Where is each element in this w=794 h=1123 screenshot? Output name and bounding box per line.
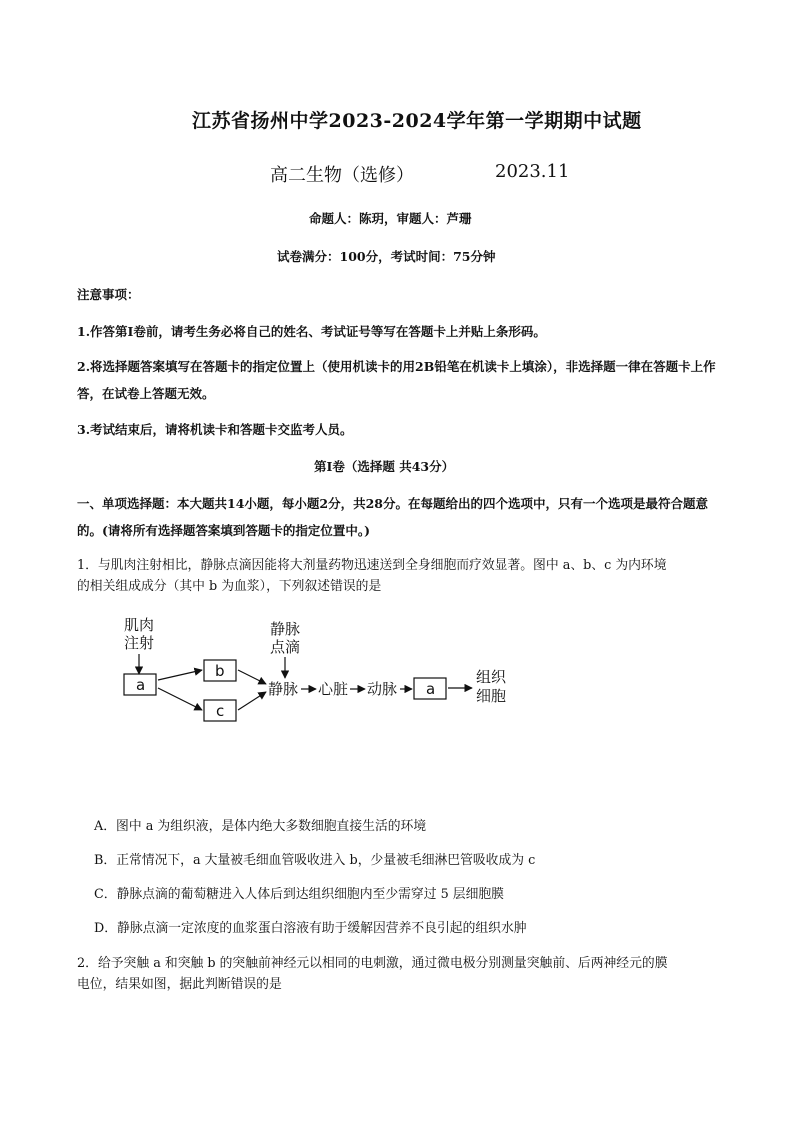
notice-heading: 注意事项：: [77, 287, 140, 302]
exam-title: 江苏省扬州中学2023-2024学年第一学期期中试题: [192, 110, 642, 132]
q2-stem-line2: 电位，结果如图，据此判断错误的是: [77, 977, 282, 992]
label-vein: 静脉: [268, 680, 299, 698]
arrow-c-to-vein: [238, 692, 266, 710]
arrow-a-to-c: [158, 688, 202, 710]
q1-option-c: C．静脉点滴的葡萄糖进入人体后到达组织细胞内至少需穿过 5 层细胞膜: [94, 887, 504, 902]
exam-date: 2023.11: [495, 161, 570, 182]
score-time-line: 试卷满分：100分，考试时间：75分钟: [277, 249, 496, 264]
label-muscle-1: 肌肉: [124, 616, 155, 634]
label-muscle-2: 注射: [124, 634, 155, 652]
authors-line: 命题人：陈玥，审题人：芦珊: [309, 211, 472, 226]
box-b-label: b: [215, 662, 225, 680]
q1-stem-line2: 的相关组成成分（其中 b 为血浆），下列叙述错误的是: [77, 579, 382, 594]
subject-label: 高二生物（选修）: [270, 165, 414, 186]
notice-item-2: 2.将选择题答案填写在答题卡的指定位置上（使用机读卡的用2B铅笔在机读卡上填涂），非选择题一律在答题卡上作答，在试卷上答题无效。: [77, 359, 716, 401]
label-iv-1: 静脉: [270, 620, 301, 638]
q1-stem-line1: 1．与肌肉注射相比，静脉点滴因能将大剂量药物迅速送到全身细胞而疗效显著。图中 a、b、c 为内环境: [77, 558, 667, 573]
section-instruction: 一、单项选择题：本大题共14小题，每小题2分，共28分。在每题给出的四个选项中，只有一个选项是最符合题意的。(请将所有选择题答案填到答题卡的指定位置中。): [77, 496, 708, 538]
box-a-right-label: a: [426, 680, 436, 698]
label-artery: 动脉: [367, 680, 398, 698]
notice-item-3: 3.考试结束后，请将机读卡和答题卡交监考人员。: [77, 422, 353, 437]
q2-stem-line1: 2．给予突触 a 和突触 b 的突触前神经元以相同的电刺激，通过微电极分别测量突触前、后两神经元的膜: [77, 956, 668, 971]
q1-diagram: [100, 610, 530, 735]
box-c-label: c: [216, 702, 225, 720]
label-tissue-2: 细胞: [476, 687, 507, 705]
label-heart: 心脏: [318, 680, 349, 698]
q1-option-d: D．静脉点滴一定浓度的血浆蛋白溶液有助于缓解因营养不良引起的组织水肿: [94, 921, 527, 936]
notice-item-1: 1.作答第Ⅰ卷前，请考生务必将自己的姓名、考试证号等写在答题卡上并贴上条形码。: [77, 324, 546, 339]
q1-option-a: A．图中 a 为组织液，是体内绝大多数细胞直接生活的环境: [94, 819, 427, 834]
section-title: 第Ⅰ卷（选择题 共43分）: [314, 459, 455, 474]
box-a-left-label: a: [136, 676, 146, 694]
arrow-b-to-vein: [238, 670, 266, 684]
q1-option-b: B．正常情况下，a 大量被毛细血管吸收进入 b，少量被毛细淋巴管吸收成为 c: [94, 853, 536, 868]
label-iv-2: 点滴: [270, 638, 301, 656]
label-tissue-1: 组织: [476, 668, 507, 686]
arrow-a-to-b: [158, 670, 202, 680]
